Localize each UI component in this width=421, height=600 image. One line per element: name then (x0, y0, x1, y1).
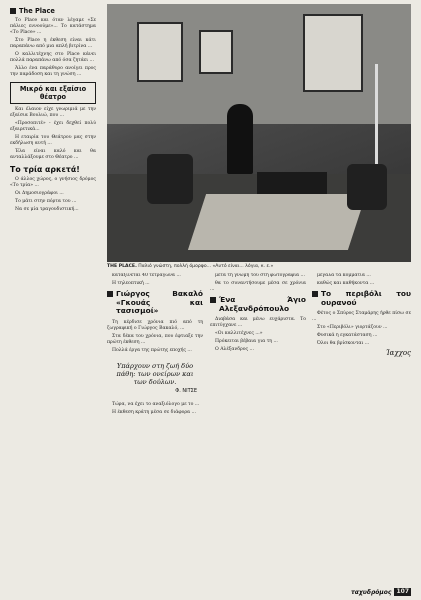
paragraph: «Οι καλλιτέχνες ...» (215, 331, 263, 336)
photo-chair (347, 164, 387, 210)
section-heading (210, 296, 306, 313)
paragraph: Έλα είναι καλό και θα ανταλλάξουμε στο Θέατρο ... (10, 149, 96, 160)
caption-lead: THE PLACE. (107, 264, 137, 269)
left-column (10, 4, 96, 590)
paragraph: Να σε μία τραγουδιστική... (15, 207, 79, 212)
painting-frame (137, 22, 183, 82)
painting-frame (199, 30, 233, 74)
paragraph: μετά τη γνώμη του στη φωτογραφία ... (215, 273, 305, 278)
section-title: The Place (19, 7, 55, 15)
paragraph: Η τηλεοπτική ... (112, 281, 150, 286)
paragraph: Άλλο ένα παράθυρο ανοίγει προς την παράδοση και τη γνώση ... (10, 66, 96, 77)
section-title: Το περιβόλι του ουρανού (321, 289, 411, 307)
paragraph: θα το συναντήσουμε μέσα σε χρόνια ... (210, 281, 306, 292)
section-heading (107, 290, 203, 316)
article-column (107, 273, 203, 583)
pull-quote-author: Φ. ΝΙΤΣΕ (175, 387, 197, 394)
paragraph: Ο καλλιτέχνης στο Place κάνει πολλά παραπάνω από όσα ζητάει ... (10, 52, 96, 63)
magazine-name: ταχυδρόμος (350, 588, 392, 596)
paragraph: Φέτος ο Σπύρος Σταμάρης ήρθε πίσω σε ... (312, 311, 411, 322)
paragraph: μεγάλα τα κομμάτια ... (317, 273, 371, 278)
paragraph: Φυσικά η εγκατάσταση ... (317, 333, 378, 338)
pull-quote: Υπάρχουν στη ζωή δύο πάθη: των ονείρων και των δούλων. (116, 361, 194, 386)
paragraph: Πρόκειται βέβαια για τη ... (215, 339, 278, 344)
square-bullet-icon (10, 8, 16, 14)
paragraph: Πολλά έργα της πρώτης εποχής ... (112, 347, 192, 353)
paragraph: Και έλαιον είχε γνωριμιά με την εξαίσια Βουλιώ, που ... (10, 107, 96, 118)
lamp-stand (375, 64, 378, 174)
photo-rug (188, 194, 366, 250)
paragraph: Οι Δημοσιογράφοι ... (15, 191, 64, 196)
page-footer (351, 587, 411, 597)
paragraph: Διαβάσα και μένω ευχάριστα. Το επιτύγχανε ... (210, 317, 306, 328)
section-heading (312, 290, 411, 307)
author-signature: Ίαχχος (385, 349, 411, 357)
page-number: 107 (396, 588, 409, 595)
paragraph: Η έκθεση κράτη μέσα σε διάφορα ... (112, 409, 196, 415)
section-title: Γιώργος Βακαλό «Γκουάς και τασισμοί» (116, 289, 203, 315)
article-column (312, 273, 411, 583)
square-bullet-icon (107, 291, 113, 297)
section-title: Το τρία αρκετά! (10, 165, 80, 174)
paragraph: Στο «Περιβόλι» γιορτάζουν ... (317, 325, 388, 330)
section-heading (10, 7, 96, 15)
paragraph: Ο άλλος χώρος, ο γνήσιος δρόμος «Το τρία» ... (10, 177, 96, 188)
square-bullet-icon (210, 297, 216, 303)
photo-caption (107, 264, 411, 270)
painting-frame (303, 14, 363, 92)
article-column (210, 273, 306, 583)
section-title: Ένα Άγιο Αλεξανδρόπουλο (219, 295, 306, 313)
paragraph: Τώρα, να έχει το αναξιόλογο με το ... (112, 401, 200, 407)
paragraph: Το μάτι στην πόρτα του ... (15, 199, 77, 204)
paragraph: Ο Αλέξανδρος ... (215, 347, 254, 352)
photo-chair (147, 154, 193, 204)
boxed-section-title: Μικρό και εξαίσιο θέατρο (10, 82, 96, 104)
paragraph: Όλοι θα βρίσκονται ... (317, 341, 370, 346)
square-bullet-icon (312, 291, 318, 297)
paragraph: Στο Place η έκθεση είναι κάτι παραπάνω από μια απλή βιτρίνα ... (10, 38, 96, 49)
paragraph: Το Place και όταν λέγαμε «Σε πάλιες εννοούμε»... Το κατάστημα «Το Place» ... (10, 18, 96, 35)
paragraph: καταξίνεται 40 τετράγωνα ... (112, 273, 181, 278)
paragraph: «Προσοπιτέ» - έχει δεχθεί πολύ εξαιρετικά... (10, 121, 96, 132)
photo-sculpture (227, 104, 253, 174)
paragraph: καθώς και καθήκοντα ... (317, 281, 375, 286)
paragraph: Στα δέκα του χρόνια, που έφτιαξε την πρώτη έκθεση ... (107, 333, 203, 345)
paragraph: Η εταιρία του Θεάτρου μας στην εκδήλωση αυτή ... (10, 135, 96, 146)
photo-table (257, 172, 327, 194)
gallery-photo (107, 4, 411, 262)
caption-text: Παλιό γνώστη, πολλή όμορφο... «Αυτό είναι... λόγια, κ. ε.» (138, 264, 274, 269)
paragraph: Τη κέρδισε χρόνια πιό από τη ζωγραφική ο Γιώργος Βακαλό, ... (107, 319, 203, 331)
